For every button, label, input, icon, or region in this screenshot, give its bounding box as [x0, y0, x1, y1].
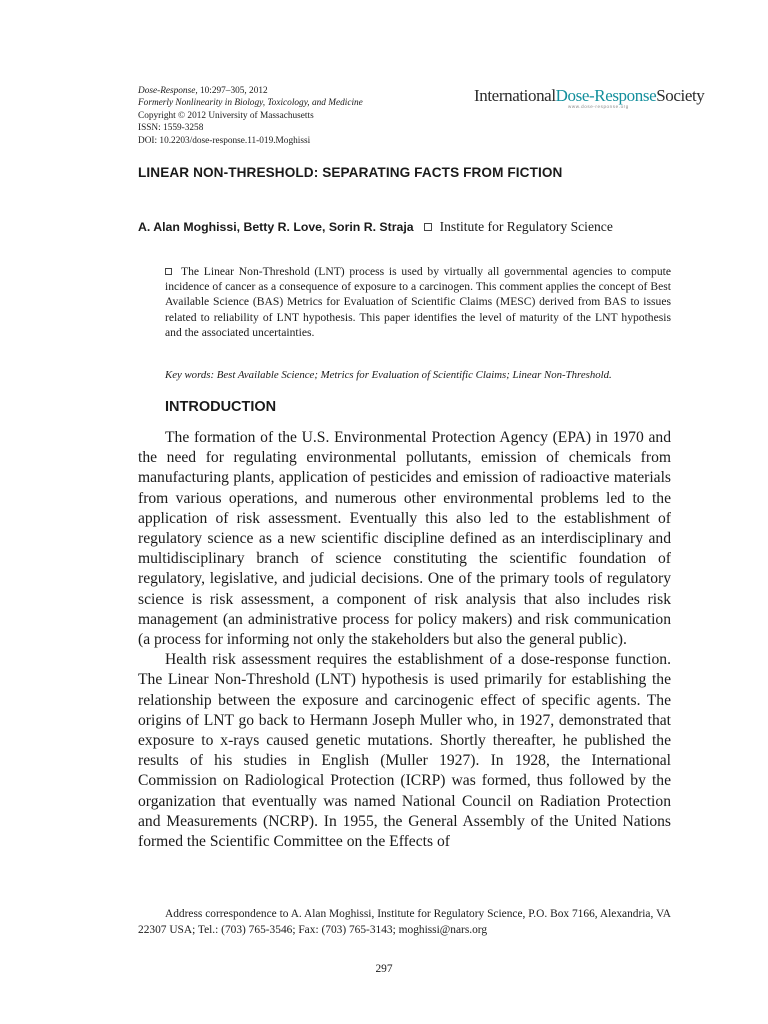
logo-part-dose-response: Dose-Response — [555, 86, 657, 105]
journal-citation — [138, 85, 363, 97]
society-logo — [474, 86, 704, 106]
logo-url: www.dose-response.org — [568, 104, 629, 109]
author-block — [138, 218, 638, 237]
logo-part-international: International — [474, 86, 556, 105]
keywords: Key words: Best Available Science; Metrics for Evaluation of Scientific Claims; Linear Non-Threshold. — [165, 369, 612, 381]
issn: ISSN: 1559-3258 — [138, 123, 204, 134]
square-bullet-icon — [165, 268, 172, 275]
former-title: Formerly Nonlinearity in Biology, Toxicology, and Medicine — [138, 98, 363, 109]
correspondence-footnote: Address correspondence to A. Alan Moghissi, Institute for Regulatory Science, P.O. Box 7166, Alexandria, VA 22307 USA; Tel.: (703) 765-3546; Fax: (703) 765-3143; moghissi@nars.org — [138, 908, 671, 937]
abstract — [165, 264, 671, 340]
doi: DOI: 10.2203/dose-response.11-019.Moghissi — [138, 135, 311, 146]
paragraph: Health risk assessment requires the establishment of a dose-response function. The Linear Non-Threshold (LNT) hypothesis is used primarily for establishing the relationship between the exposure and carcinogenic effect of specific agents. The origins of LNT go back to Hermann Joseph Muller who, in 1927, demonstrated that exposure to x-rays caused genetic mutations. Shortly thereafter, he published the results of his studies in English (Muller 1927). In 1928, the International Commission on Radiological Protection (ICRP) was formed, thus followed by the organization that eventually was named National Council on Radiation Protection and Measurements (NCRP). In 1955, the General Assembly of the United Nations formed the Scientific Committee on the Effects of — [138, 651, 671, 851]
section-heading-introduction: INTRODUCTION — [165, 399, 277, 415]
abstract-text: The Linear Non-Threshold (LNT) process is used by virtually all governmental agencies to compute incidence of cancer as a consequence of exposure to a carcinogen. This comment applies the concept of Best Available Science (BAS) Metrics for Evaluation of Scientific Claims (MESC) derived from BAS to issues related to reliability of LNT hypothesis. This paper identifies the level of maturity of the LNT hypothesis and the associated uncertainties. — [165, 265, 671, 339]
copyright: Copyright © 2012 University of Massachusetts — [138, 110, 314, 121]
affiliation: Institute for Regulatory Science — [439, 219, 613, 234]
logo-part-society: Society — [656, 86, 705, 105]
square-bullet-icon — [424, 223, 432, 231]
paragraph: The formation of the U.S. Environmental Protection Agency (EPA) in 1970 and the need for regulating environmental pollutants, emission of chemicals from manufacturing plants, application of pesticides and emission of radioactive materials from various operations, and numerous other environmental problems led to the application of risk assessment. Eventually this also led to the establishment of regulatory science as a new scientific discipline defined as an interdisciplinary and multidisciplinary branch of science constituting the scientific foundation of regulatory, legislative, and judicial decisions. One of the primary tools of regulatory science is risk assessment, a component of risk analysis that also includes risk management (an administrative process for policy makers) and risk communication (a process for informing not only the stakeholders but also the general public). — [138, 429, 671, 649]
journal-details: , 10:297–305, 2012 — [195, 86, 268, 96]
page-number: 297 — [375, 963, 393, 975]
introduction-body — [138, 428, 671, 852]
article-title: LINEAR NON-THRESHOLD: SEPARATING FACTS FROM FICTION — [138, 165, 563, 180]
author-names: A. Alan Moghissi, Betty R. Love, Sorin R. Straja — [138, 220, 414, 234]
journal-name: Dose-Response — [138, 86, 196, 96]
journal-metadata — [138, 85, 363, 147]
